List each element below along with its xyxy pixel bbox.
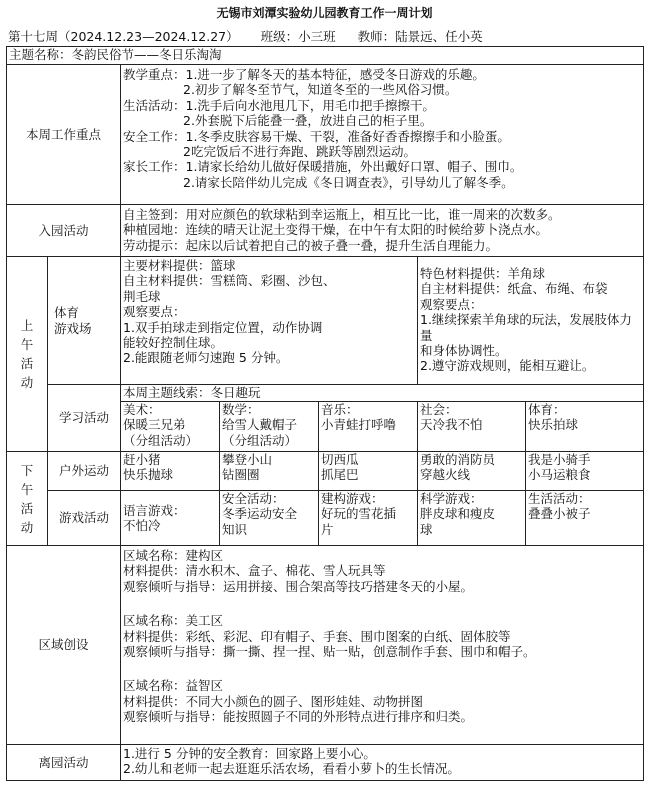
study-theme-line: 本周主题线索：冬日趣玩	[121, 385, 644, 402]
game-cell: 建构游戏： 好玩的雪花插 片	[319, 491, 418, 546]
teaching-focus-2: 2.初步了解冬至节气，知道冬至的一些风俗习惯。	[183, 82, 458, 98]
teaching-focus-1: 教学重点：1.进一步了解冬天的基本特征，感受冬日游戏的乐趣。	[123, 67, 485, 82]
key-points-label: 本周工作重点	[7, 65, 121, 205]
area-art-materials: 材料提供：彩纸、彩泥、印有帽子、手套、围巾图案的白纸、固体胶等	[123, 628, 511, 644]
area-construction-materials: 材料提供：清水积木、盒子、棉花、雪人玩具等	[123, 563, 386, 579]
life-activity-2: 2.外套脱下后能叠一叠，放进自己的柜子里。	[183, 113, 433, 129]
outdoor-cell: 勇敢的消防员 穿越火线	[418, 452, 526, 491]
safety-work-1: 安全工作：1.冬季皮肤容易干燥、干裂，准备好香香擦擦手和小脸蛋。	[123, 128, 510, 144]
outdoor-cell: 攀登小山 钻圈圈	[220, 452, 319, 491]
sports-main-materials: 主要材料提供：篮球 自主材料提供：雪糕筒、彩圈、沙包、 荆毛球 观察要点： 1.双手拍球走到指定位置，动作协调 能较好控制住球。 2.能跟随老师匀速跑 5 分钟。	[121, 257, 418, 385]
area-puzzle-guidance: 观察倾听与指导：能按照圆子不同的外形特点进行排序和归类。	[123, 709, 474, 725]
study-social: 社会： 天冷我不怕	[418, 402, 526, 452]
study-pe: 体育： 快乐拍球	[526, 402, 644, 452]
morning-label: 上 午 活 动	[7, 257, 48, 452]
key-points-row	[7, 65, 644, 205]
parent-work-1: 家长工作：1.请家长给幼儿做好保暖措施，外出戴好口罩、帽子、围巾。	[123, 159, 523, 175]
parent-work-2: 2.请家长陪伴幼儿完成《冬日调查表》，引导幼儿了解冬季。	[183, 174, 514, 190]
morning-sports-row	[7, 257, 644, 385]
sports-label: 体育 游戏场	[48, 257, 121, 385]
study-music: 音乐： 小青蛙打呼噜	[319, 402, 418, 452]
document-title: 无锡市刘潭实验幼儿园教育工作一周计划	[216, 6, 433, 20]
arrival-row	[7, 205, 644, 257]
game-cell: 科学游戏： 胖皮球和瘦皮 球	[418, 491, 526, 546]
study-art: 美术： 保暖三兄弟 （分组活动）	[121, 402, 220, 452]
area-label: 区域创设	[7, 546, 121, 745]
key-points-content	[121, 65, 644, 205]
header-meta	[8, 27, 501, 45]
study-math: 数学： 给雪人戴帽子 （分组活动）	[220, 402, 319, 452]
outdoor-cell: 切西瓜 抓尾巴	[319, 452, 418, 491]
outdoor-cell: 赶小猪 快乐抛球	[121, 452, 220, 491]
afternoon-label: 下 午 活 动	[7, 452, 48, 546]
leaving-row	[7, 745, 644, 781]
outdoor-row	[7, 452, 644, 491]
game-cell: 安全活动： 冬季运动安全 知识	[220, 491, 319, 546]
arrival-item: 自主签到：用对应颜色的软球粘到幸运瓶上，相互比一比，谁一周来的次数多。	[123, 207, 561, 222]
theme-name: 主题名称：冬韵民俗节——冬日乐淘淘	[7, 47, 644, 65]
area-art-guidance: 观察倾听与指导：撕一撕、捏一捏、贴一贴，创意制作手套、围巾和帽子。	[123, 644, 536, 660]
sports-special-materials: 特色材料提供：羊角球 自主材料提供：纸盒、布绳、布袋 观察要点： 1.继续探索羊角球的玩法，发展肢体力量 和身体协调性。 2.遵守游戏规则，能相互避让。	[418, 257, 644, 385]
outdoor-label: 户外运动	[48, 452, 121, 491]
arrival-item: 种植园地：连续的晴天让泥土变得干燥，在中午有太阳的时候给萝卜浇点水。	[123, 222, 549, 238]
game-cell: 生活活动： 叠叠小被子	[526, 491, 644, 546]
games-label: 游戏活动	[48, 491, 121, 546]
theme-row	[7, 47, 644, 65]
teachers: 教师：陆景远、任小英	[357, 29, 483, 44]
leaving-item: 2.幼儿和老师一起去逛逛乐活农场，看看小萝卜的生长情况。	[123, 761, 460, 777]
arrival-content	[121, 205, 644, 257]
plan-table	[6, 46, 644, 781]
area-construction-guidance: 观察倾听与指导：运用拼接、围合架高等技巧搭建冬天的小屋。	[123, 578, 474, 594]
leaving-content	[121, 745, 644, 781]
area-row	[7, 546, 644, 745]
area-art-name: 区域名称：美工区	[123, 613, 224, 629]
study-theme-row	[7, 385, 644, 402]
class-name: 班级：小三班	[260, 29, 336, 44]
life-activity-1: 生活活动：1.洗手后向水池甩几下，用毛巾把手擦擦干。	[123, 97, 435, 113]
outdoor-cell: 我是小骑手 小马运粮食	[526, 452, 644, 491]
area-puzzle-materials: 材料提供：不同大小颜色的圆子、图形娃娃、动物拼图	[123, 693, 424, 709]
safety-work-2: 2吃完饭后不进行奔跑、跳跃等剧烈运动。	[183, 144, 416, 160]
leaving-label: 离园活动	[7, 745, 121, 781]
study-label: 学习活动	[48, 385, 121, 452]
area-puzzle-name: 区域名称：益智区	[123, 678, 224, 694]
games-row	[7, 491, 644, 546]
leaving-item: 1.进行 5 分钟的安全教育：回家路上要小心。	[123, 746, 376, 761]
area-construction-name: 区域名称：建构区	[123, 548, 224, 563]
week-range: 第十七周（2024.12.23—2024.12.27）	[8, 29, 239, 44]
game-cell: 语言游戏： 不怕冷	[121, 491, 220, 546]
arrival-item: 劳动提示：起床以后试着把自己的被子叠一叠，提升生活自理能力。	[123, 237, 499, 253]
arrival-label: 入园活动	[7, 205, 121, 257]
area-content	[121, 546, 644, 745]
